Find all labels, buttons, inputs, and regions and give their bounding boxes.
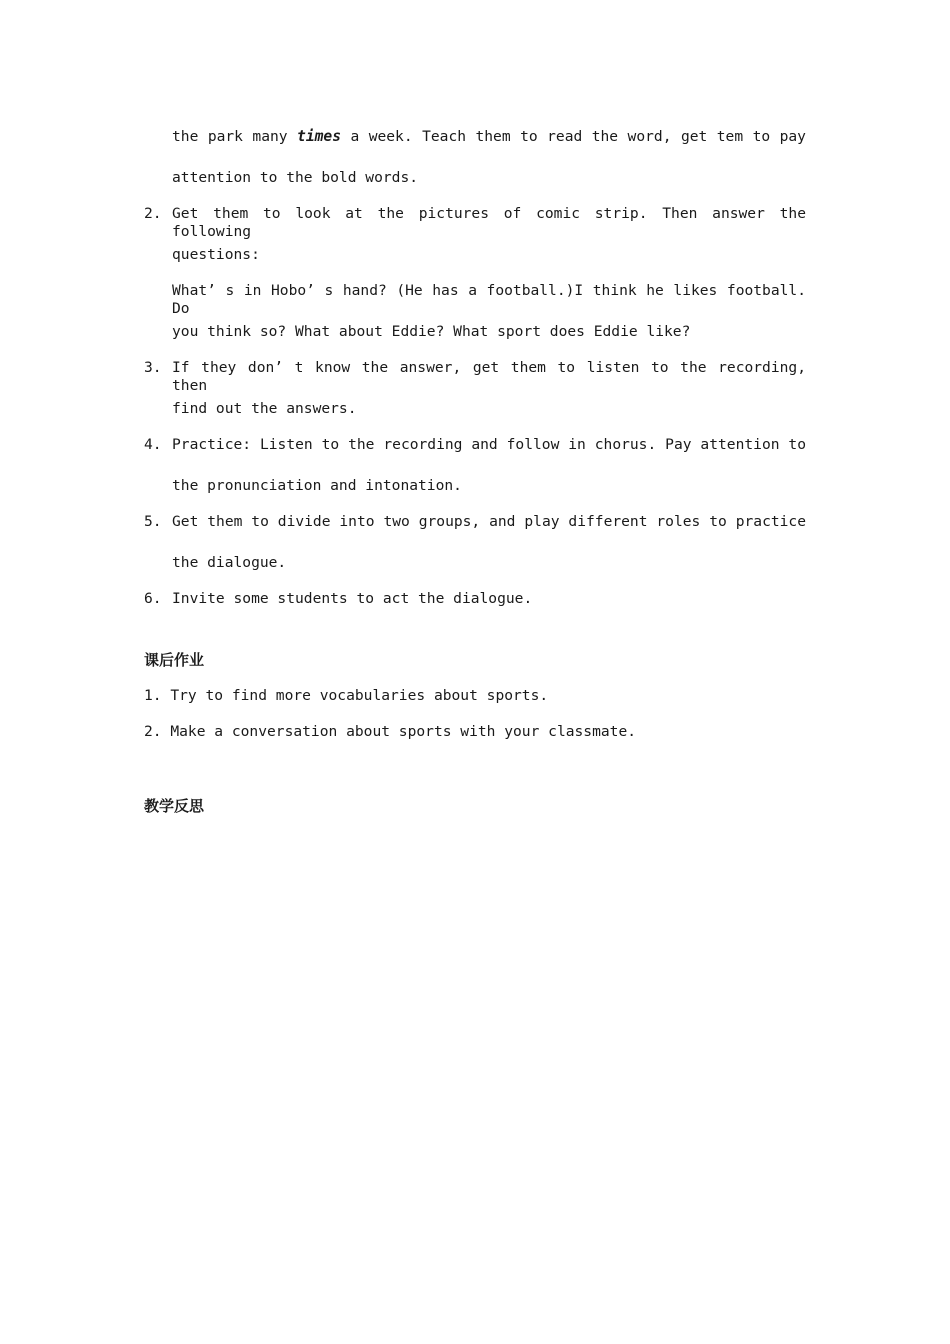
step-line: the dialogue.	[172, 554, 287, 571]
intro-line-2: attention to the bold words.	[172, 169, 419, 186]
step-line: the pronunciation and intonation.	[172, 477, 462, 494]
step-number: 6.	[144, 590, 162, 607]
step-line: What’ s in Hobo’ s hand? (He has a football.)I think he likes football. Do	[172, 282, 806, 317]
reflection-heading: 教学反思	[144, 797, 205, 815]
homework-item: 1. Try to find more vocabularies about sports.	[144, 687, 549, 704]
emphasis-word: times	[297, 128, 341, 145]
step-number: 4.	[144, 436, 162, 453]
intro-line-1	[172, 128, 806, 146]
step-line: Practice: Listen to the recording and follow in chorus. Pay attention to	[172, 436, 806, 453]
step-line: Get them to look at the pictures of comic strip. Then answer the following	[172, 205, 806, 240]
step-line: you think so? What about Eddie? What sport does Eddie like?	[172, 323, 691, 340]
step-line: questions:	[172, 246, 260, 263]
step-number: 5.	[144, 513, 162, 530]
step-line: find out the answers.	[172, 400, 357, 417]
step-line: If they don’ t know the answer, get them to listen to the recording, then	[172, 359, 806, 394]
homework-heading: 课后作业	[144, 651, 205, 669]
intro-text-b: a week. Teach them to read the word, get tem to pay	[350, 128, 806, 145]
step-number: 2.	[144, 205, 162, 222]
intro-text-a: the park many	[172, 128, 288, 145]
step-line: Invite some students to act the dialogue.	[172, 590, 533, 607]
step-line: Get them to divide into two groups, and play different roles to practice	[172, 513, 806, 530]
step-number: 3.	[144, 359, 162, 376]
homework-item: 2. Make a conversation about sports with your classmate.	[144, 723, 637, 740]
